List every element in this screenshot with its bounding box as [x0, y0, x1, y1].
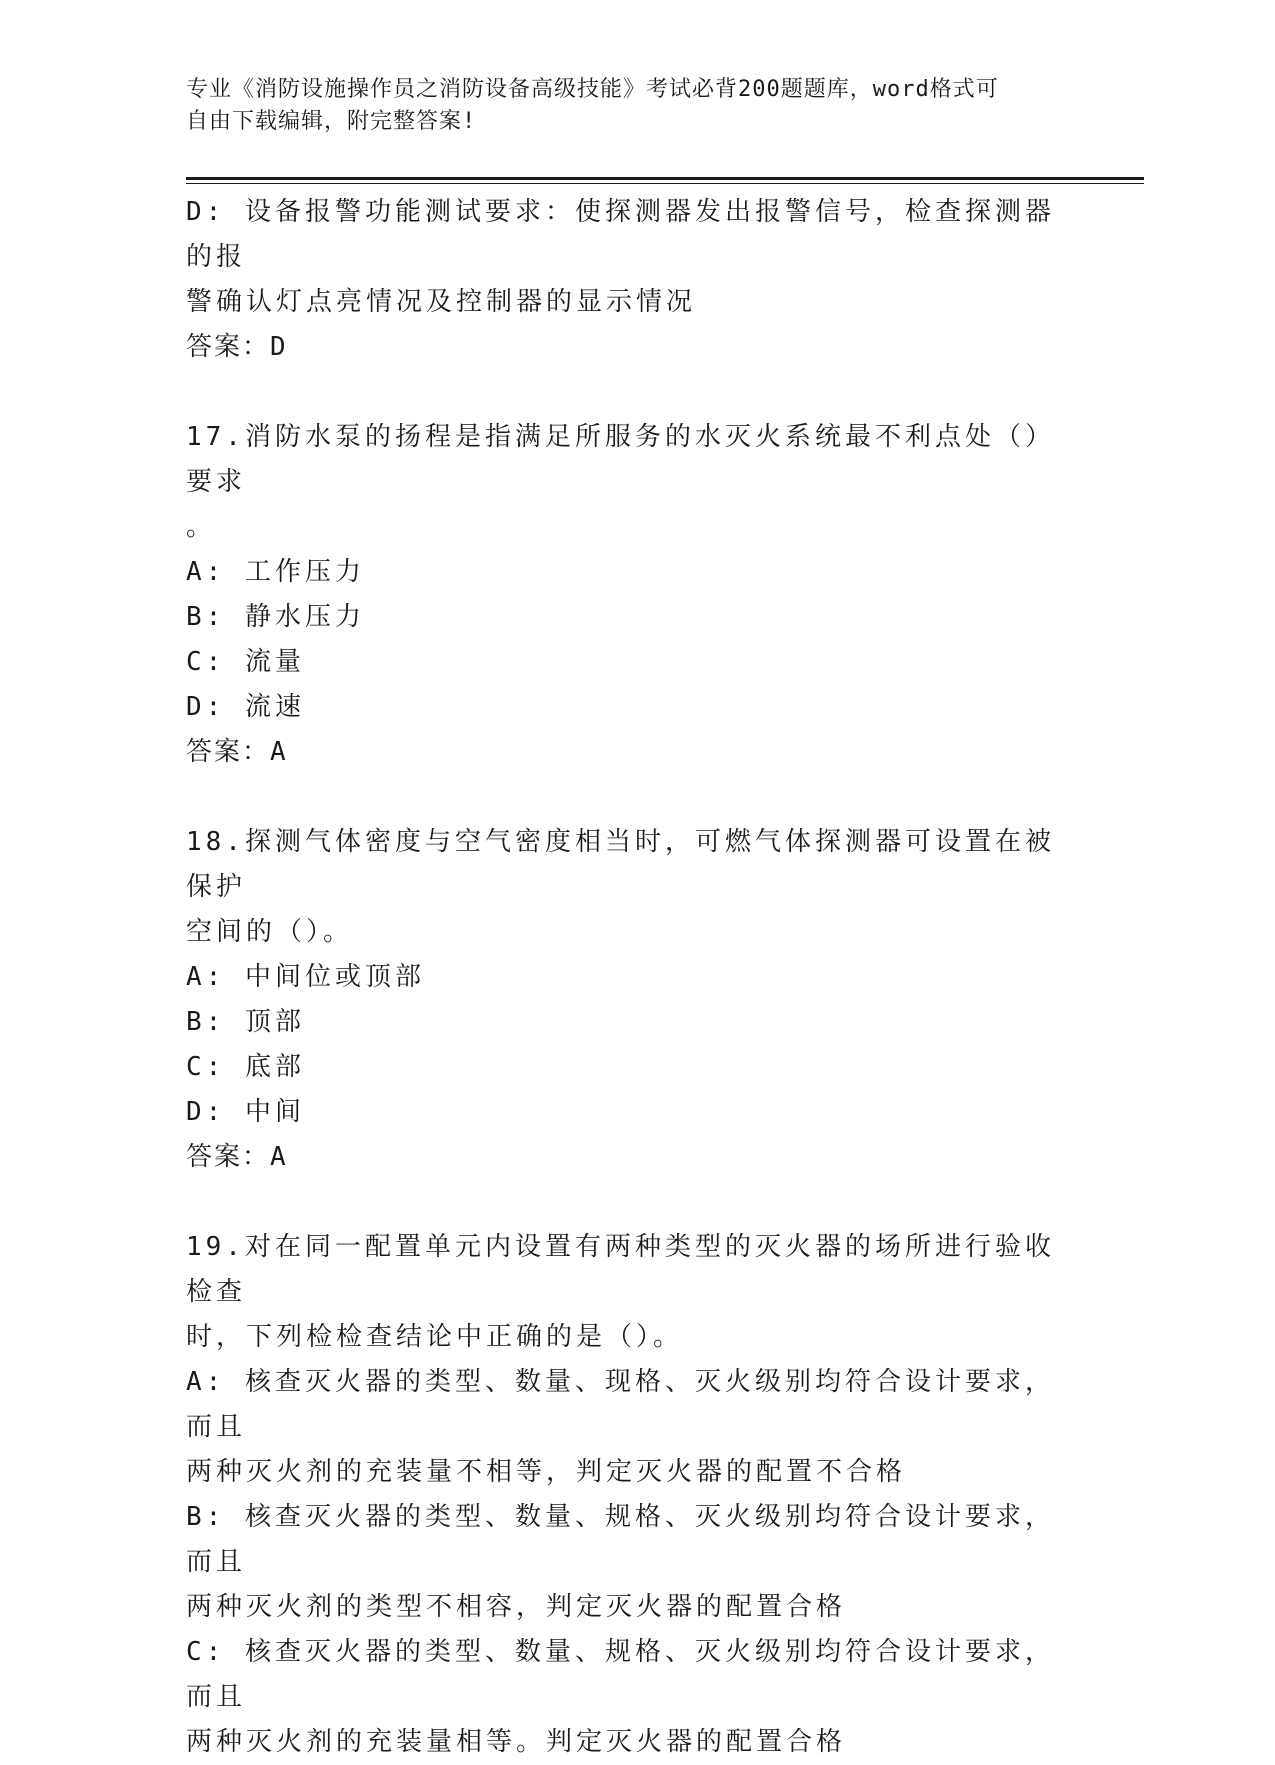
option-text: A: 核查灭火器的类型、数量、现格、灭火级别均符合设计要求，而且 — [186, 1367, 1055, 1442]
question-19 — [186, 1225, 1066, 1765]
option-text: A: 工作压力 — [186, 557, 365, 587]
question-stem: 。 — [186, 512, 217, 542]
option-text: 两种灭火剂的类型不相容，判定灭火器的配置合格 — [186, 1592, 847, 1622]
option-text: D: 流速 — [186, 692, 305, 722]
question-stem: 17.消防水泵的扬程是指满足所服务的水灭火系统最不利点处（）要求 — [186, 422, 1055, 497]
document-header — [186, 74, 1066, 138]
option-text: C: 底部 — [186, 1052, 305, 1082]
question-17 — [186, 415, 1066, 775]
question-stem: 空间的（）。 — [186, 917, 354, 947]
option-text: B: 静水压力 — [186, 602, 365, 632]
header-divider-thick — [186, 177, 1144, 180]
answer-text: 答案：A — [186, 1142, 288, 1172]
question-18 — [186, 820, 1066, 1180]
header-divider-thin — [186, 183, 1144, 184]
question-stem: 时，下列检检查结论中正确的是（）。 — [186, 1322, 684, 1352]
option-text: C: 流量 — [186, 647, 305, 677]
question-stem: 19.对在同一配置单元内设置有两种类型的灭火器的场所进行验收检查 — [186, 1232, 1055, 1307]
option-text: C: 核查灭火器的类型、数量、规格、灭火级别均符合设计要求，而且 — [186, 1637, 1055, 1712]
option-text: D: 设备报警功能测试要求：使探测器发出报警信号，检查探测器的报 — [186, 197, 1055, 272]
option-text: B: 核查灭火器的类型、数量、规格、灭火级别均符合设计要求，而且 — [186, 1502, 1055, 1577]
header-line: 专业《消防设施操作员之消防设备高级技能》考试必背200题题库，word格式可 — [186, 77, 999, 102]
previous-question-tail — [186, 190, 1066, 370]
option-text: 警确认灯点亮情况及控制器的显示情况 — [186, 287, 697, 317]
question-content — [186, 190, 1066, 1765]
answer-text: 答案：D — [186, 332, 288, 362]
option-text: 两种灭火剂的充装量相等。判定灭火器的配置合格 — [186, 1727, 847, 1757]
option-text: D: 中间 — [186, 1097, 305, 1127]
option-text: 两种灭火剂的充装量不相等，判定灭火器的配置不合格 — [186, 1457, 907, 1487]
option-text: A: 中间位或顶部 — [186, 962, 425, 992]
option-text: B: 顶部 — [186, 1007, 305, 1037]
question-stem: 18.探测气体密度与空气密度相当时，可燃气体探测器可设置在被保护 — [186, 827, 1055, 902]
answer-text: 答案：A — [186, 737, 288, 767]
header-line: 自由下载编辑，附完整答案! — [186, 109, 477, 134]
